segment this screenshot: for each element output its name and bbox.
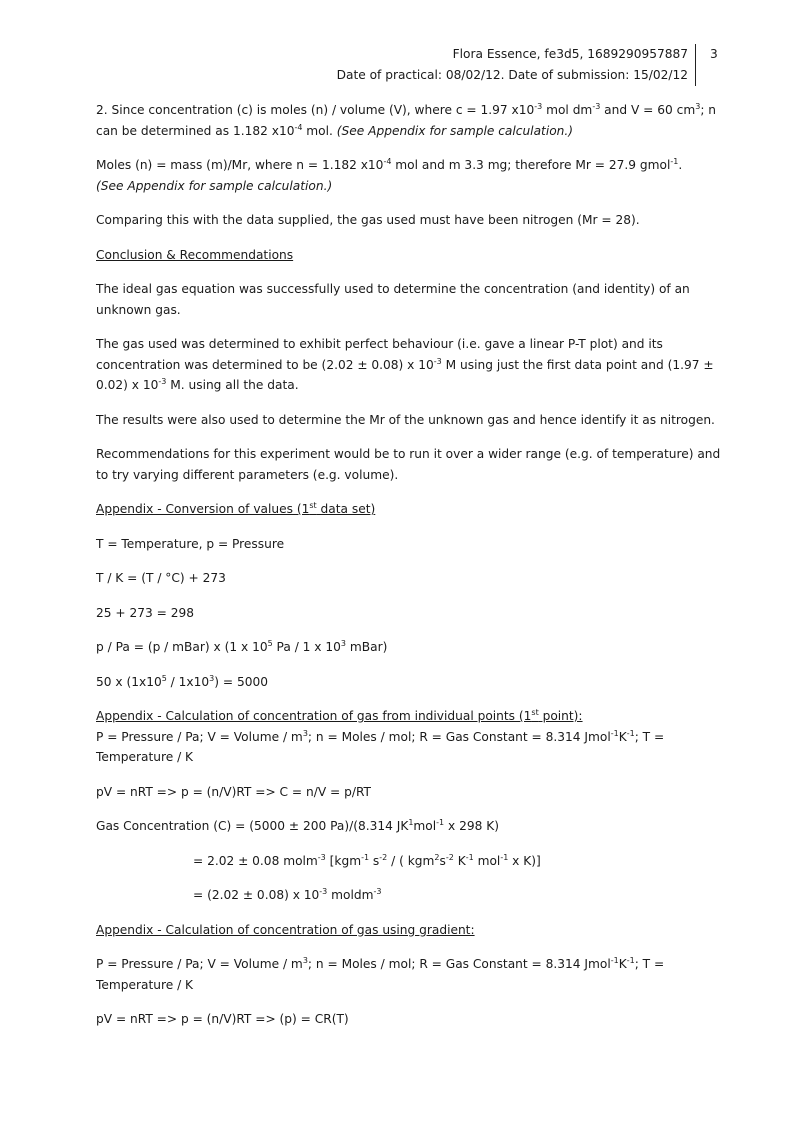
appendix-result-moldm: = (2.02 ± 0.08) x $10^{-3}$ moldm$^{-3}$ <box>193 886 382 902</box>
header-author-line: Flora Essence, fe3d5, 1689290957887 <box>452 47 688 61</box>
paragraph-nitrogen-comparison: Comparing this with the data supplied, the gas used must have been nitrogen (Mr = 28). <box>96 213 640 227</box>
document-body <box>96 100 721 1044</box>
heading-appendix-gradient: Appendix - Calculation of concentration of gas using gradient: <box>96 922 475 937</box>
appendix-definitions: T = Temperature, p = Pressure <box>96 536 285 551</box>
appendix-gas-concentration: Gas Concentration (C) = (5000 ± 200 Pa)/(8.314 $JK^1mol^{-1}$ x 298 K) <box>96 817 499 833</box>
appendix-pressure-formula: p / Pa = (p / mBar) x (1 x $10^5$ Pa / 1 x $10^3$ mBar) <box>96 638 388 654</box>
appendix-result-molm: = 2.02 ± 0.08 molm$^{-3}$ [kgm$^{-1}$ $s^{-2}$ / ( $kgm^2s^{-2}$ $K^{-1}$ mol$^{-1}$ x K)] <box>193 852 541 868</box>
heading-appendix-conversion: Appendix - Conversion of values (1st data set) <box>96 500 376 516</box>
paragraph-conclusion-1: The ideal gas equation was successfully used to determine the concentration (and identity) of an unknown gas. <box>96 282 690 317</box>
paragraph-molar-mass: Moles (n) = mass (m)/Mr, where n = 1.182 $x10^{-4}$ mol and m 3.3 mg; therefore Mr = 27.9 gmol$^{-1}$. (See Appendix for sample calculation.) <box>96 156 683 193</box>
paragraph-recommendations: Recommendations for this experiment would be to run it over a wider range (e.g. of temperature) and to try varying different parameters (e.g. volume). <box>96 447 721 482</box>
appendix-pressure-example: 50 x $(1x10^5 / 1x10^3) = 5000$ <box>96 673 268 689</box>
page-number: 3 <box>710 47 718 61</box>
paragraph-conclusion-2: The gas used was determined to exhibit perfect behaviour (i.e. gave a linear P-T plot) and its concentration was determined to be (2.02 ± 0.08) x $10^{-3}$ M using just the first data point and (1.97 ± 0.02) x $10^{-3}$ M. using all the data. <box>96 337 714 392</box>
appendix-gradient-equation: pV = nRT => p = (n/V)RT => (p) = CR(T) <box>96 1012 349 1026</box>
page-header <box>337 44 696 86</box>
appendix-variable-definitions: P = Pressure / Pa; V = Volume / $m^3$; n = Moles / mol; R = Gas Constant = 8.314 $Jmol^{-1}K^{-1}$; T = Temperature / K <box>96 728 665 764</box>
appendix-ideal-gas-rearrangement: pV = nRT => p = (n/V)RT => C = n/V = p/RT <box>96 784 371 799</box>
paragraph-concentration-moles: 2. Since concentration (c) is moles (n) / volume (V), where c = 1.97 $x10^{-3}$ mol $dm^{-3}$ and V = 60 $cm^3$; n can be determined as 1.182 $x10^{-4}$ mol. (See Appendix for sample calculation.) <box>96 101 717 138</box>
appendix-gradient-definitions: P = Pressure / Pa; V = Volume / $m^3$; n = Moles / mol; R = Gas Constant = 8.314 $Jmol^{-1}K^{-1}$; T = Temperature / K <box>96 955 665 992</box>
appendix-temperature-formula: T / K = (T / °C) + 273 <box>96 571 226 585</box>
header-dates-line: Date of practical: 08/02/12. Date of submission: 15/02/12 <box>336 68 688 82</box>
appendix-temperature-example: 25 + 273 = 298 <box>96 605 194 620</box>
heading-conclusion: Conclusion & Recommendations <box>96 247 294 262</box>
paragraph-conclusion-3: The results were also used to determine the Mr of the unknown gas and hence identify it as nitrogen. <box>96 412 715 427</box>
heading-appendix-individual-points: Appendix - Calculation of concentration of gas from individual points (1st point): <box>96 707 583 723</box>
